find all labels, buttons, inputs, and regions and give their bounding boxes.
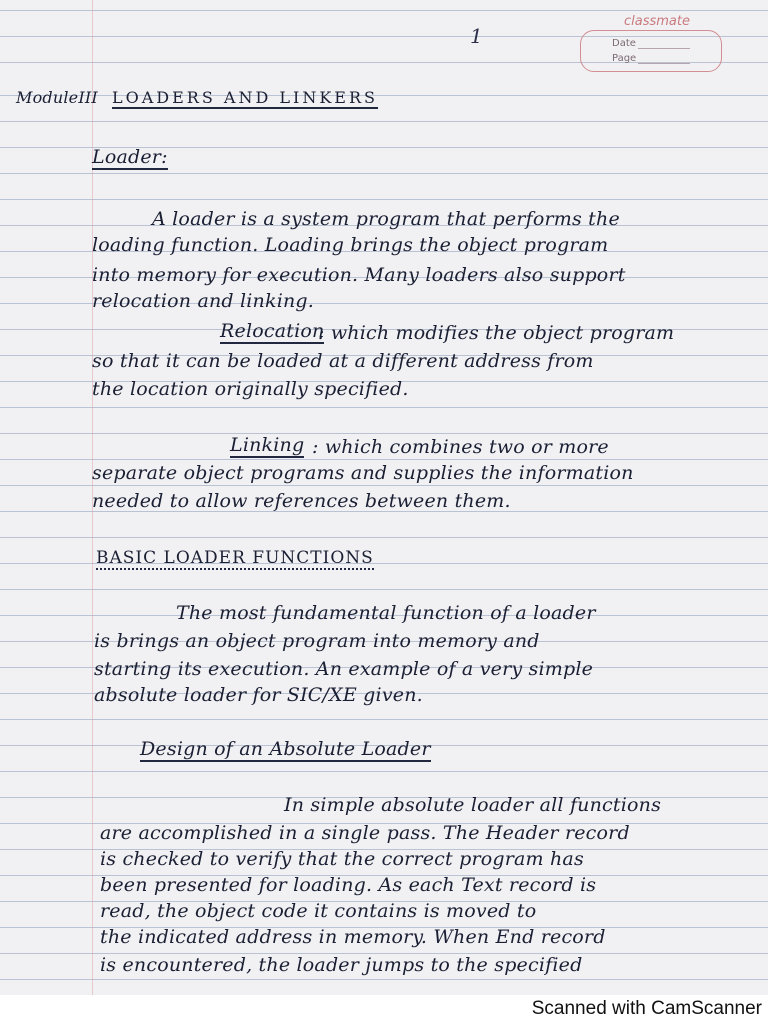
loader-line-3: into memory for execution. Many loaders also support xyxy=(92,264,626,286)
page-title: LOADERS AND LINKERS xyxy=(112,88,378,107)
section-heading-design-absolute-loader: Design of an Absolute Loader xyxy=(140,738,431,760)
design-line-5: read, the object code it contains is moved to xyxy=(100,900,537,922)
loader-line-2: loading function. Loading brings the object program xyxy=(92,234,609,256)
basic-line-2: is brings an object program into memory and xyxy=(94,630,540,652)
relocation-line-3: the location originally specified. xyxy=(92,378,409,400)
page-number: 1 xyxy=(470,24,483,48)
brand-name: classmate xyxy=(624,14,690,29)
loader-line-1: A loader is a system program that performs the xyxy=(152,208,620,230)
relocation-line-1: : which modifies the object program xyxy=(318,322,675,344)
relocation-term: Relocation xyxy=(220,320,325,342)
linking-line-2: separate object programs and supplies the information xyxy=(92,462,634,484)
relocation-line-2: so that it can be loaded at a different address from xyxy=(92,350,594,372)
linking-term: Linking xyxy=(230,434,305,456)
design-line-7: is encountered, the loader jumps to the specified xyxy=(100,954,583,976)
basic-line-1: The most fundamental function of a loader xyxy=(176,602,596,624)
linking-line-3: needed to allow references between them. xyxy=(92,490,511,512)
section-heading-loader: Loader: xyxy=(92,146,168,168)
design-line-3: is checked to verify that the correct program has xyxy=(100,848,584,870)
design-line-6: the indicated address in memory. When End record xyxy=(100,926,606,948)
date-label: Date xyxy=(612,38,636,49)
page-label: Page xyxy=(612,53,637,64)
classmate-brand-stamp xyxy=(574,8,730,72)
basic-line-3: starting its execution. An example of a very simple xyxy=(94,658,594,680)
scan-watermark: Scanned with CamScanner xyxy=(531,998,762,1019)
design-line-1: In simple absolute loader all functions xyxy=(284,794,662,816)
design-line-2: are accomplished in a single pass. The Header record xyxy=(100,822,630,844)
loader-line-4: relocation and linking. xyxy=(92,290,315,312)
section-heading-basic-loader-functions: BASIC LOADER FUNCTIONS xyxy=(96,548,374,568)
brand-box xyxy=(580,30,722,72)
module-label: ModuleIII xyxy=(16,88,98,107)
linking-line-1: : which combines two or more xyxy=(312,436,609,458)
design-line-4: been presented for loading. As each Text record is xyxy=(100,874,597,896)
basic-line-4: absolute loader for SIC/XE given. xyxy=(94,684,423,706)
